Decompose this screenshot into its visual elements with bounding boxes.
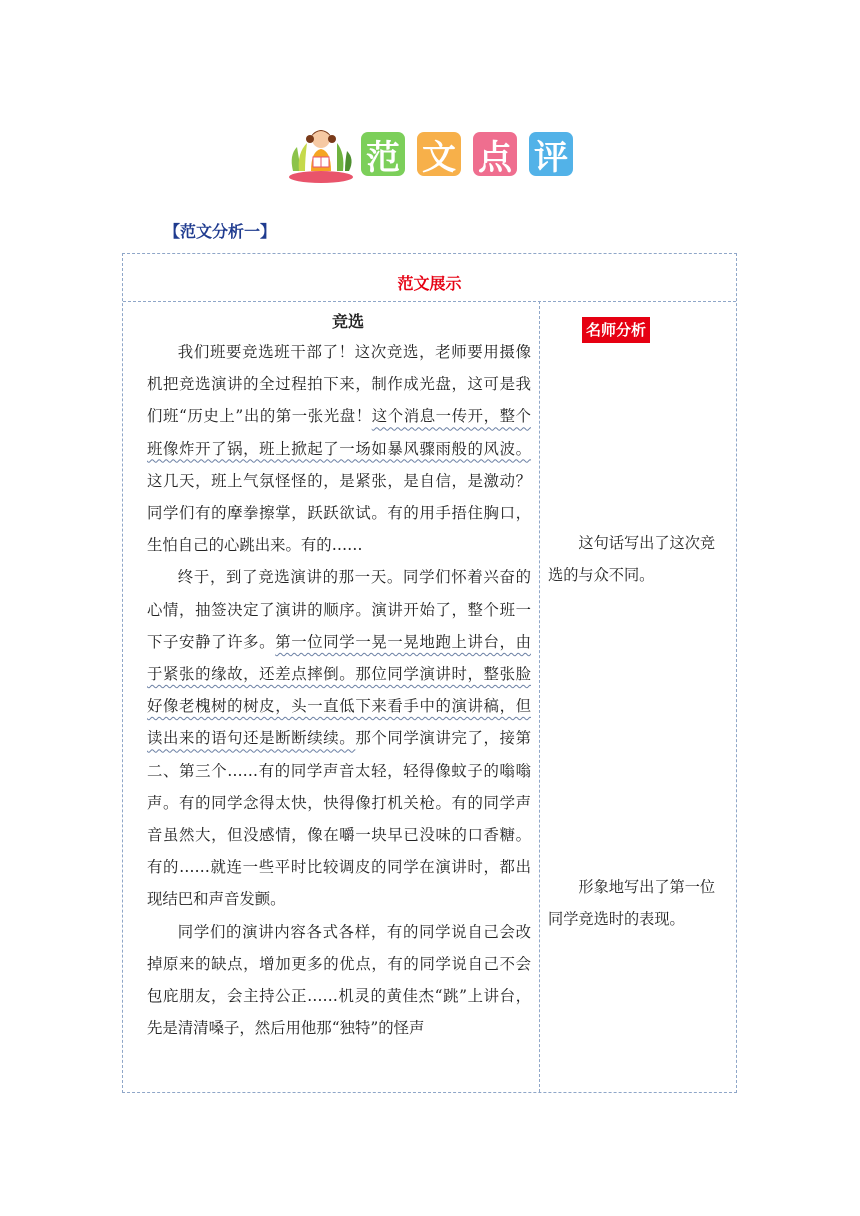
essay-column <box>147 309 531 1044</box>
essay-paragraph-2 <box>147 561 531 915</box>
essay-title: 竞选 <box>331 312 364 331</box>
essay-sentence: 终于，到了竞选演讲的那一天。同学们怀着兴奋的心情，抽签决定了演讲的顺序。演讲开始了，整个班一下子安静了许多。 <box>147 568 531 651</box>
essay-sentence: 这几天，班上气氛怪怪的，是紧张，是自信，是激动？同学们有的摩拳擦掌，跃跃欲试。有的用手捂住胸口，生怕自己的心跳出来。有的…… <box>147 471 531 555</box>
banner-tile-1: 范 <box>361 132 405 176</box>
banner-tile-2: 文 <box>417 132 461 176</box>
analysis-note-1: 这句话写出了这次竞选的与众不同。 <box>548 534 716 584</box>
essay-paragraph-1 <box>147 336 531 561</box>
teacher-analysis-tag: 名师分析 <box>582 317 650 343</box>
essay-sentence: 同学们的演讲内容各式各样，有的同学说自己会改掉原来的缺点，增加更多的优点，有的同学说自己不会包庇朋友，会主持公正……机灵的黄佳杰“跳”上讲台，先是清清嗓子，然后用他那“独特”的怪声 <box>147 922 531 1038</box>
underlined-sentence: 第一位同学一晃一晃地跑上讲台，由于紧张的缘故，还差点摔倒。那位同学演讲时，整张脸好像老槐树的树皮，头一直低下来看手中的演讲稿，但读出来的语句还是断断续续。 <box>147 632 531 748</box>
analysis-note-2: 形象地写出了第一位同学竞选时的表现。 <box>548 878 716 928</box>
analysis-column <box>540 301 736 1092</box>
banner-tile-3: 点 <box>473 132 517 176</box>
banner-tile-4: 评 <box>529 132 573 176</box>
title-banner <box>287 124 585 184</box>
table-header-row <box>123 254 736 302</box>
table-header-title: 范文展示 <box>397 274 462 293</box>
essay-table <box>122 253 737 1093</box>
essay-sentence: 那个同学演讲完了，接第二、第三个……有的同学声音太轻，轻得像蚊子的嗡嗡声。有的同学念得太快，快得像打机关枪。有的同学声音虽然大，但没感情，像在嚼一块早已没味的口香糖。有的……就连一些平时比较调皮的同学在演讲时，都出现结巴和声音发颤。 <box>147 729 531 909</box>
essay-sentence: 我们班要竞选班干部了！这次竞选，老师要用摄像机把竞选演讲的全过程拍下来，制作成光盘，这可是我们班“历史上”出的第一张光盘！ <box>147 343 531 426</box>
essay-paragraph-3 <box>147 916 531 1045</box>
section-label: 【范文分析一】 <box>164 222 277 241</box>
reading-girl-illustration-icon <box>287 125 355 183</box>
underlined-sentence: 这个消息一传开，整个班像炸开了锅，班上掀起了一场如暴风骤雨般的风波。 <box>147 407 531 458</box>
